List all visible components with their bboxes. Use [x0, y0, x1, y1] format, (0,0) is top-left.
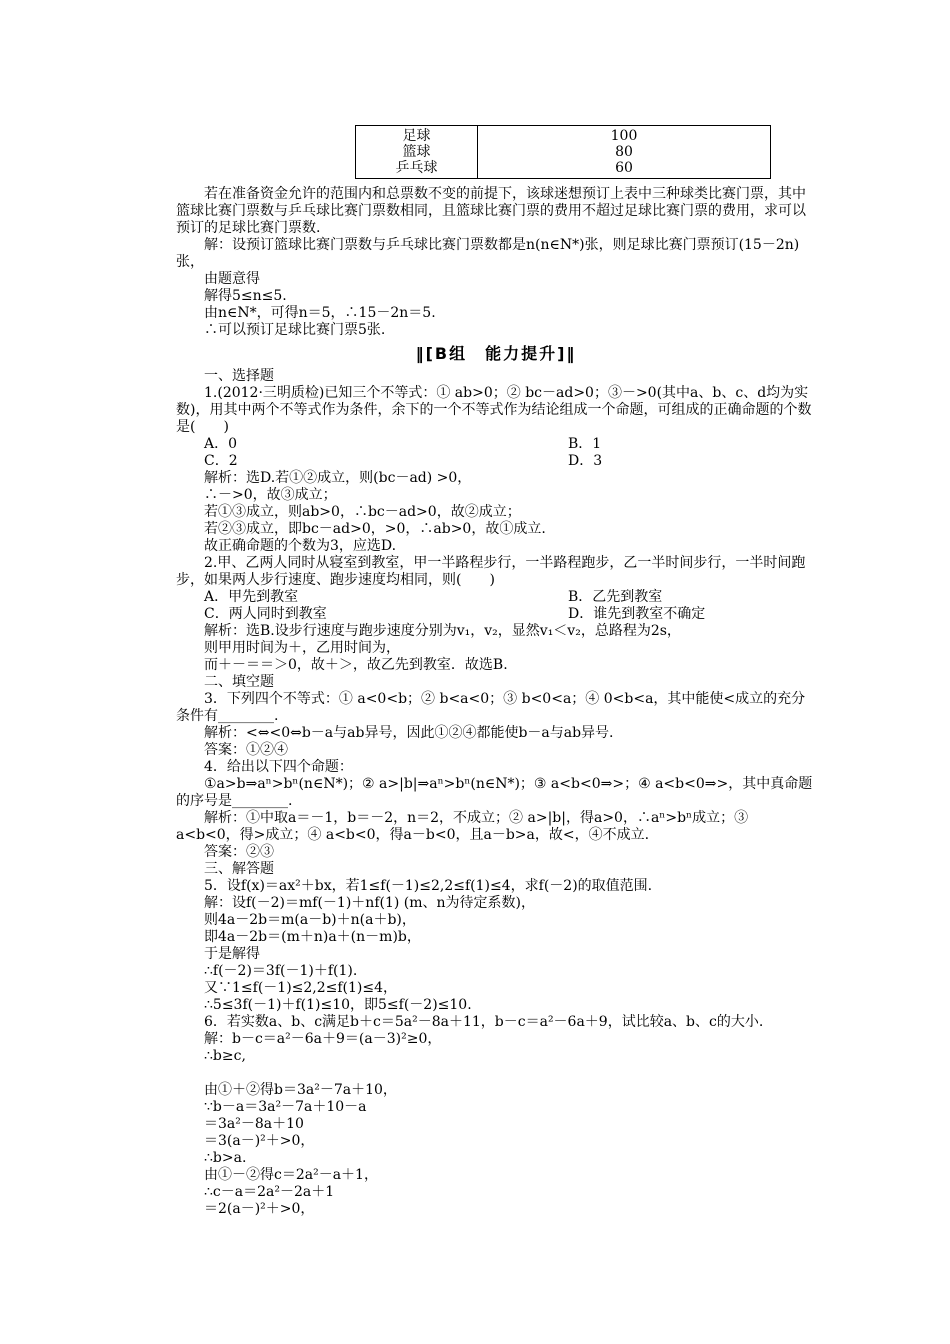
solution-line: 解析：①中取a＝－1，b＝－2，n＝2，不成立；② a>|b|，得a>0，∴aⁿ>bⁿ成立；③ a<b<0，得>成立；④ a<b<0，得a－b<0，且a－b>a，故<，④不成立. [176, 810, 749, 843]
solution-line: 解析：选D.若①②成立，则(bc－ad) >0， [204, 470, 472, 486]
solution-line: ∴b≥c, [204, 1048, 246, 1064]
solution-line: 则4a－2b＝m(a－b)＋n(a＋b)， [204, 912, 416, 928]
sport-name: 足球 [402, 128, 431, 144]
solution-line: ∴－>0，故③成立； [204, 487, 337, 503]
solution-line: 即4a－2b＝(m＋n)a＋(n－m)b， [204, 929, 421, 945]
sport-name: 乒乓球 [395, 160, 438, 176]
option-d: D．谁先到教室不确定 [568, 606, 706, 622]
options-row [176, 589, 816, 606]
solution-line: 若①③成立，则ab>0，∴bc－ad>0，故②成立； [204, 504, 521, 520]
solution-line: 若②③成立，即bc－ad>0，>0，∴ab>0，故①成立. [204, 521, 546, 537]
sport-name: 篮球 [402, 144, 431, 160]
option-b: B．1 [568, 436, 602, 452]
paragraph: 由n∈N*，可得n＝5，∴15－2n＝5. [204, 305, 436, 321]
ticket-price: 60 [615, 160, 633, 176]
section-banner: ‖[B组 能力提升]‖ [415, 344, 577, 363]
question-3: 3．下列四个不等式：① a<0<b；② b<a<0；③ b<0<a；④ 0<b<a，其中能使<成立的充分条件有________. [176, 691, 806, 724]
solution-line: 解：b－c＝a²－6a＋9＝(a－3)²≥0， [204, 1031, 442, 1047]
paragraph: 若在准备资金允许的范围内和总票数不变的前提下，该球迷想预订上表中三种球类比赛门票，其中篮球比赛门票数与乒乓球比赛门票数相同，且篮球比赛门票的费用不超过足球比赛门票的费用，求可以预订的足球比赛门票数. [176, 186, 806, 236]
answer-line: 答案：①②④ [204, 742, 288, 758]
solution-line: ∴c－a＝2a²－2a＋1 [204, 1184, 335, 1200]
solution-line: 故正确命题的个数为3，应选D. [204, 538, 397, 554]
document-body [176, 186, 816, 1218]
solution-line: 则甲用时间为＋，乙用时间为， [204, 640, 400, 656]
solution-line: 而＋－＝＝＞0，故＋＞，故乙先到教室．故选B. [204, 657, 508, 673]
option-d: D．3 [568, 453, 603, 469]
question-1: 1.(2012·三明质检)已知三个不等式：① ab>0；② bc－ad>0；③－>0(其中a、b、c、d均为实数)，用其中两个不等式作为条件，余下的一个不等式作为结论组成一个命题，可组成的正确命题的个数是( ) [176, 385, 812, 435]
ticket-price: 100 [610, 128, 638, 144]
section-heading: 二、填空题 [204, 674, 274, 690]
section-heading: 三、解答题 [204, 861, 274, 877]
question-2: 2.甲、乙两人同时从寝室到教室，甲一半路程步行，一半路程跑步，乙一半时间步行，一半时间跑步，如果两人步行速度、跑步速度均相同，则( ) [176, 555, 806, 588]
solution-line: 又∵1≤f(－1)≤2,2≤f(1)≤4， [204, 980, 398, 996]
solution-line: 解析：<⇔<0⇔b－a与ab异号，因此①②④都能使b－a与ab异号. [204, 725, 614, 741]
table-cell-sport [356, 126, 478, 179]
options-row [176, 436, 816, 453]
solution-line: 解：设f(－2)＝mf(－1)＋nf(1) (m、n为待定系数)， [204, 895, 535, 911]
option-c: C．2 [204, 453, 238, 469]
options-row [176, 453, 816, 470]
paragraph: ∴可以预订足球比赛门票5张. [204, 322, 386, 338]
option-a: A．0 [204, 436, 238, 452]
table-cell-value [478, 126, 771, 179]
paragraph: 由题意得 [204, 271, 260, 287]
solution-line: ∴f(－2)＝3f(－1)＋f(1). [204, 963, 358, 979]
question-6: 6．若实数a、b、c满足b＋c＝5a²－8a＋11，b－c＝a²－6a＋9，试比较a、b、c的大小. [204, 1014, 764, 1030]
solution-line: ∴5≤3f(－1)＋f(1)≤10，即5≤f(－2)≤10. [204, 997, 472, 1013]
solution-line: ＝3(a－)²＋>0， [204, 1133, 315, 1149]
question-4-body: ①a>b⇒aⁿ>bⁿ(n∈N*)；② a>|b|⇒aⁿ>bⁿ(n∈N*)；③ a<b<0⇒>；④ a<b<0⇒>，其中真命题的序号是________. [176, 776, 813, 809]
solution-line: ∴b>a. [204, 1150, 247, 1166]
question-4: 4．给出以下四个命题： [204, 759, 353, 775]
solution-line: 解析：选B.设步行速度与跑步速度分别为v₁，v₂，显然v₁＜v₂，总路程为2s， [204, 623, 681, 639]
solution-line: 于是解得 [204, 946, 260, 962]
paragraph: 解：设预订篮球比赛门票数与乒乓球比赛门票数都是n(n∈N*)张，则足球比赛门票预订(15－2n)张， [176, 237, 800, 270]
solution-line: 由①－②得c＝2a²－a＋1， [204, 1167, 378, 1183]
option-b: B．乙先到教室 [568, 589, 663, 605]
options-row [176, 606, 816, 623]
ticket-price-table [355, 125, 771, 179]
blank-line [176, 1065, 816, 1082]
solution-line: ＝3a²－8a＋10 [204, 1116, 304, 1132]
table-row [356, 126, 771, 179]
section-heading: 一、选择题 [204, 368, 274, 384]
ticket-price: 80 [615, 144, 633, 160]
option-a: A．甲先到教室 [204, 589, 299, 605]
option-c: C．两人同时到教室 [204, 606, 327, 622]
answer-line: 答案：②③ [204, 844, 274, 860]
solution-line: ＝2(a－)²＋>0， [204, 1201, 315, 1217]
solution-line: 由①＋②得b＝3a²－7a＋10， [204, 1082, 397, 1098]
solution-line: ∵b－a＝3a²－7a＋10－a [204, 1099, 367, 1115]
paragraph: 解得5≤n≤5. [204, 288, 287, 304]
question-5: 5．设f(x)＝ax²＋bx，若1≤f(－1)≤2,2≤f(1)≤4，求f(－2)的取值范围. [204, 878, 653, 894]
